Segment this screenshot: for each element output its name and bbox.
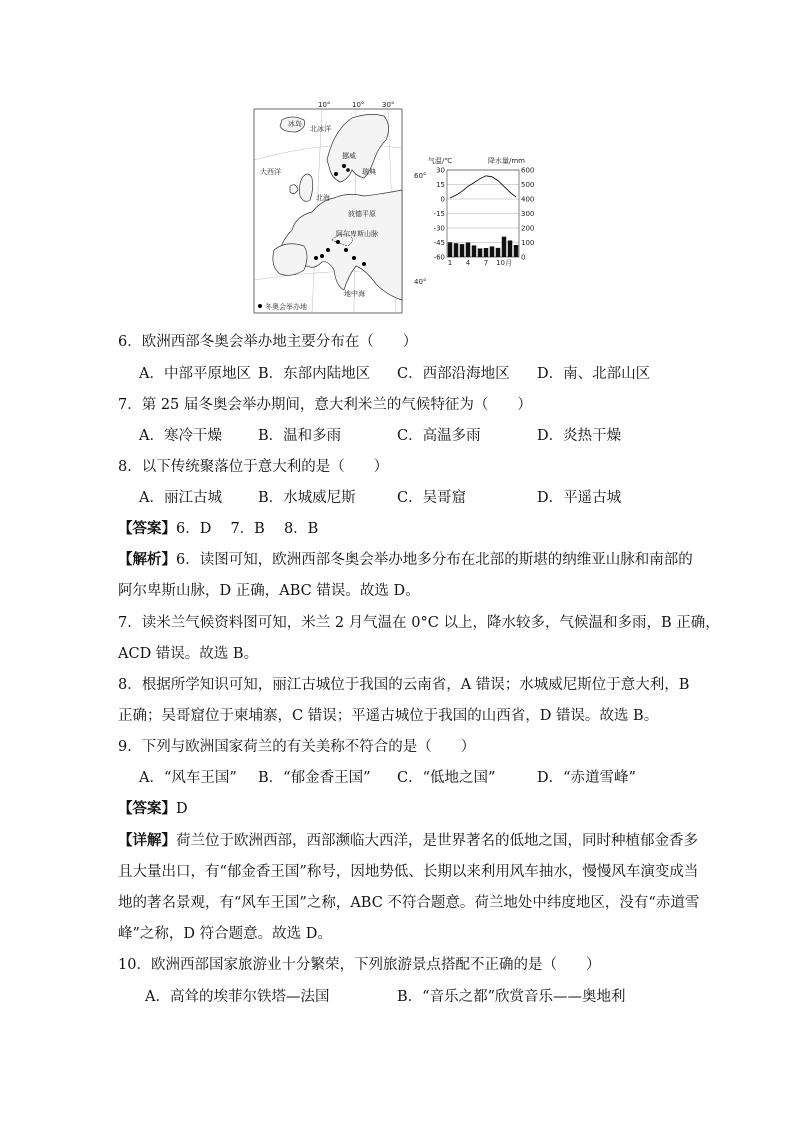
figure (252, 100, 552, 324)
temp-tick-label: 30 (436, 166, 445, 175)
map-label-iceland: 冰岛 (288, 120, 302, 128)
q7-option-d: D．炎热干燥 (537, 428, 622, 444)
precip-bar (496, 248, 501, 257)
q10-option-a: A．高耸的埃菲尔铁塔—法国 (145, 989, 330, 1005)
q6-option-a: A．中部平原地区 (139, 366, 251, 382)
precip-tick-label: 500 (521, 181, 535, 189)
map-label-north-sea: 北海 (316, 194, 330, 202)
lat-label-40: 40° (414, 278, 427, 286)
map-label-polish-plain: 波德平原 (348, 210, 376, 218)
temp-tick-label: 0 (440, 195, 445, 204)
q9-option-a: A．“风车王国” (139, 770, 237, 786)
answer2-text: D (176, 801, 188, 817)
temp-tick-label: -30 (433, 224, 445, 233)
detail-text-1: 荷兰位于欧洲西部，西部濒临大西洋，是世界著名的低地之国，同时种植郁金香多 (176, 833, 698, 849)
lon-label-2: 10° (352, 101, 365, 109)
chart-bars (448, 237, 519, 257)
q6-option-b: B．东部内陆地区 (258, 366, 371, 382)
map-label-atlantic: 大西洋 (260, 168, 281, 176)
precip-tick-label: 400 (521, 195, 535, 204)
precip-bar (508, 240, 513, 257)
q10-stem: 10．欧洲西部国家旅游业十分繁荣，下列旅游景点搭配不正确的是（ ） (118, 957, 601, 973)
precip-bar (448, 242, 453, 257)
map-label-sweden: 瑞典 (362, 168, 376, 176)
precip-bar (502, 237, 507, 257)
q7-option-c: C．高温多雨 (397, 428, 481, 444)
precip-bar (484, 248, 489, 257)
answer-9 (118, 799, 188, 819)
precip-bar (454, 243, 459, 257)
q8-option-d: D．平遥古城 (537, 490, 622, 506)
q9-option-b: B．“郁金香王国” (258, 770, 371, 786)
precip-tick-label: 600 (521, 166, 535, 175)
q10-option-b: B．“音乐之都”欣赏音乐——奥地利 (397, 989, 626, 1005)
analysis-line-3: 7．读米兰气候资料图可知，米兰 2 月气温在 0°C 以上，降水较多，气候温和多雨，B 正确， (118, 615, 720, 631)
month-tick-label: 4 (465, 259, 471, 267)
month-tick-label: 1 (447, 259, 453, 267)
answer2-tag: 【答案】 (118, 800, 176, 817)
map-label-alps: 阿尔卑斯山脉 (336, 230, 378, 238)
temp-tick-label: 15 (436, 181, 445, 189)
detail-line-1 (118, 831, 698, 851)
q9-option-c: C．“低地之国” (397, 770, 496, 786)
analysis-line-6: 正确；吴哥窟位于柬埔寨，C 错误；平遥古城位于我国的山西省，D 错误。故选 B。 (118, 708, 659, 724)
detail-line-3: 地的著名景观，有“风车王国”之称，ABC 不符合题意。荷兰地处中纬度地区，没有“赤道雪 (118, 895, 700, 911)
detail-line-4: 峰”之称，D 符合题意。故选 D。 (118, 926, 332, 942)
q8-stem: 8．以下传统聚落位于意大利的是（ ） (118, 459, 389, 475)
precip-tick-label: 200 (521, 224, 535, 233)
precip-bar (514, 245, 519, 257)
month-tick-label: 7 (483, 259, 489, 267)
lat-label-60: 60° (414, 172, 427, 180)
answer-tag: 【答案】 (118, 520, 176, 537)
analysis-line-4: ACD 错误。故选 B。 (118, 646, 259, 662)
q7-option-b: B．温和多雨 (258, 428, 342, 444)
q8-option-b: B．水城威尼斯 (258, 490, 356, 506)
precip-bar (460, 244, 465, 257)
analysis-line-1 (118, 550, 693, 570)
legend-dot (258, 304, 262, 308)
legend-label: 冬奥会举办地 (265, 303, 307, 311)
q6-option-d: D．南、北部山区 (537, 366, 651, 382)
map-label-norway: 挪威 (342, 152, 356, 160)
precip-tick-label: 100 (521, 239, 535, 247)
month-tick-label: 10月 (496, 259, 512, 267)
lon-label-1: 10° (318, 101, 331, 109)
q7-stem: 7．第 25 届冬奥会举办期间，意大利米兰的气候特征为（ ） (118, 397, 532, 413)
temp-tick-label: -60 (433, 253, 445, 262)
q6-option-c: C．西部沿海地区 (397, 366, 510, 382)
temp-tick-label: -45 (433, 239, 445, 247)
precip-bar (490, 246, 495, 257)
detail-tag: 【详解】 (118, 832, 176, 849)
q8-option-a: A．丽江古城 (139, 490, 222, 506)
precip-tick-label: 300 (521, 210, 535, 218)
climate-chart (428, 156, 534, 267)
temp-axis-title: 气温/℃ (428, 157, 453, 165)
q9-stem: 9．下列与欧洲国家荷兰的有关美称不符合的是（ ） (118, 739, 476, 755)
answer-text: 6．D 7．B 8．B (176, 521, 319, 537)
map-label-arctic-ocean: 北冰洋 (310, 125, 331, 133)
map-label-mediterranean: 地中海 (344, 290, 365, 298)
precip-bar (472, 245, 477, 257)
q6-stem: 6．欧洲西部冬奥会举办地主要分布在（ ） (118, 334, 418, 350)
precip-tick-label: 0 (521, 253, 526, 262)
lon-label-3: 30° (382, 101, 395, 109)
precip-bar (466, 243, 471, 258)
figure-svg (252, 100, 552, 320)
analysis-text-1: 6．读图可知，欧洲西部冬奥会举办地多分布在北部的斯堪的纳维亚山脉和南部的 (176, 552, 693, 568)
analysis-line-2: 阿尔卑斯山脉，D 正确，ABC 错误。故选 D。 (118, 583, 420, 599)
q9-option-d: D．“赤道雪峰” (537, 770, 636, 786)
detail-line-2: 且大量出口，有“郁金香王国”称号，因地势低、长期以来利用风车抽水，慢慢风车演变成当 (118, 864, 699, 880)
temperature-curve (450, 176, 516, 198)
analysis-tag: 【解析】 (118, 551, 176, 568)
q7-option-a: A．寒冷干燥 (139, 428, 222, 444)
q8-option-c: C．吴哥窟 (397, 490, 467, 506)
precip-axis-title: 降水量/mm (488, 157, 525, 165)
analysis-line-5: 8．根据所学知识可知，丽江古城位于我国的云南省，A 错误；水城威尼斯位于意大利，B (118, 677, 690, 693)
precip-bar (478, 248, 483, 257)
answer-6-8 (118, 519, 318, 539)
temp-tick-label: -15 (433, 210, 445, 218)
